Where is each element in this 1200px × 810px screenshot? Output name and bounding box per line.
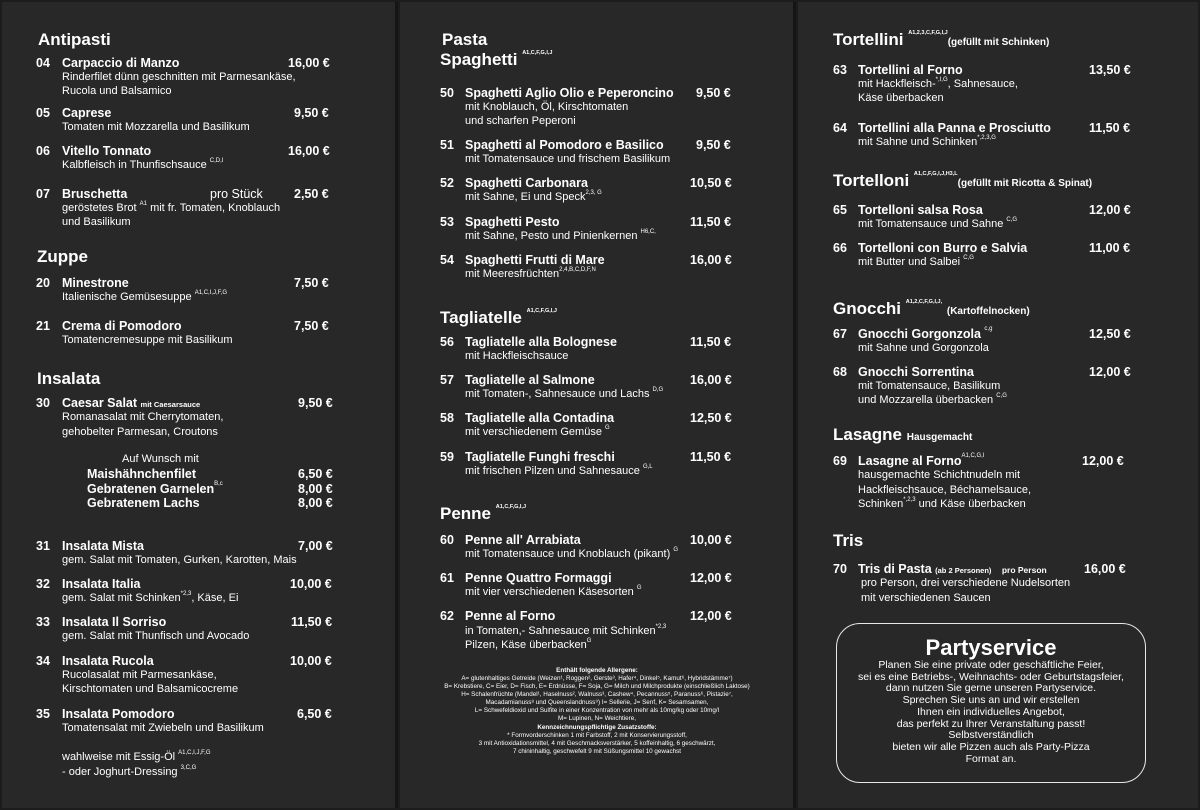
item-description: und Basilikum (62, 216, 131, 228)
item-description: Hackfleischsauce, Béchamelsauce, (858, 484, 1032, 496)
extra-price: 6,50 € (298, 467, 333, 481)
item-name: Insalata Il Sorriso (62, 615, 167, 629)
item-name: Spaghetti al Pomodoro e Basilico (465, 138, 664, 152)
extras-label: Auf Wunsch mit (122, 453, 199, 465)
additives-title: Kennzeichnungspflichtige Zusatzstoffe: (537, 724, 657, 731)
item-description: mit Tomatensauce und Sahne $^{C,G}$ (858, 217, 1018, 230)
allergen-line: Macadamianuss⁸ und Queenslandnuss⁹) I= Sellerie, J= Senf, K= Sesamsamen, (485, 699, 709, 706)
item-description: Romanasalat mit Cherrytomaten, (62, 411, 224, 423)
item-name: Tortellini al Forno (858, 63, 963, 77)
section-heading-insalata: Insalata (37, 369, 101, 388)
item-price: 12,00 € (1089, 203, 1131, 217)
item-description: Pilzen, Käse überbacken$^G$ (465, 638, 592, 651)
item-description: Schinken$^{*,2,3}$ und Käse überbacken (858, 497, 1026, 510)
item-description: mit vier verschiedenen Käsesorten $^G$ (465, 585, 642, 598)
item-name: Lasagne al Forno$^{A1,C,G,I}$ (858, 453, 985, 468)
item-name: Gnocchi Sorrentina (858, 365, 974, 379)
dressing-option: wahlweise mit Essig-Öl $^{A1,C,I,J,F,G}$ (62, 750, 211, 763)
item-number: 35 (36, 707, 50, 721)
item-description: Rucolasalat mit Parmesankäse, (62, 669, 217, 681)
extra-name: Gebratenem Lachs (87, 496, 200, 510)
item-description: gem. Salat mit Tomaten, Gurken, Karotten, Mais (62, 554, 297, 566)
item-name: Penne Quattro Formaggi (465, 571, 612, 585)
section-heading-antipasti: Antipasti (38, 30, 111, 49)
item-description: mit Sahne und Schinken$^{*,2,3,G}$ (858, 135, 996, 148)
item-price: 12,00 € (1089, 365, 1131, 379)
item-name: Tortellini alla Panna e Prosciutto (858, 121, 1051, 135)
item-number: 04 (36, 56, 50, 70)
item-number: 32 (36, 577, 50, 591)
item-name: Caesar Salat mit Caesarsauce (62, 396, 201, 410)
item-description: Italienische Gemüsesuppe $^{A1,C,I,J,F,G}$ (62, 290, 228, 303)
item-number: 31 (36, 539, 50, 553)
item-name: Spaghetti Carbonara (465, 176, 588, 190)
item-price: 16,00 € (690, 253, 732, 267)
partyservice-line: Planen Sie eine private oder geschäftliche Feier, (878, 659, 1104, 671)
item-description: Kirschtomaten und Balsamicocreme (62, 683, 239, 695)
item-number: 57 (440, 373, 454, 387)
item-number: 50 (440, 86, 454, 100)
item-description: mit Sahne, Pesto und Pinienkernen $^{H6,C,}$ (465, 229, 656, 242)
item-description: Rucola und Balsamico (62, 85, 172, 97)
section-heading-tagliatelle: Tagliatelle $^{A1,C,F,G,I,J}$ (440, 308, 557, 327)
item-number: 06 (36, 144, 50, 158)
item-name: Spaghetti Frutti di Mare (465, 253, 605, 267)
item-number: 34 (36, 654, 50, 668)
item-number: 07 (36, 187, 50, 201)
item-description: mit verschiedenem Gemüse $^G$ (465, 425, 610, 438)
allergen-title: Enthält folgende Allergene: (556, 667, 638, 674)
item-price: 12,00 € (690, 609, 732, 623)
item-price: 10,50 € (690, 176, 732, 190)
item-price: 7,50 € (294, 276, 329, 290)
extra-name: Maishähnchenfilet (87, 467, 197, 481)
item-name: Tagliatelle Funghi freschi (465, 450, 615, 464)
item-name: Carpaccio di Manzo (62, 56, 180, 70)
item-price: 2,50 € (294, 187, 329, 201)
item-price: 7,00 € (298, 539, 333, 553)
allergen-line: A= glutenhaltiges Getreide (Weizen¹, Roggen², Gerste³, Hafer⁴, Dinkel⁵, Kamut⁶, Hybridstämme⁷) (461, 675, 733, 682)
item-description: Tomatensalat mit Zwiebeln und Basilikum (62, 722, 264, 734)
item-description: mit Tomatensauce und Knoblauch (pikant) $^G$ (465, 547, 678, 560)
item-number: 60 (440, 533, 454, 547)
item-name: Spaghetti Pesto (465, 215, 560, 229)
item-number: 20 (36, 276, 50, 290)
section-heading-tris: Tris (833, 531, 864, 550)
item-description: mit Tomaten-, Sahnesauce und Lachs $^{D,G}$ (465, 387, 664, 400)
item-description: mit Sahne, Ei und Speck$^{2,3, G}$ (465, 190, 602, 203)
item-price: 9,50 € (298, 396, 333, 410)
item-number: 51 (440, 138, 454, 152)
item-number: 62 (440, 609, 454, 623)
item-description: pro Person, drei verschiedene Nudelsorten (861, 577, 1071, 589)
item-description: und Mozzarella überbacken $^{C,G}$ (858, 393, 1007, 406)
section-heading-spaghetti: Spaghetti $^{A1,C,F,G,I,J}$ (440, 50, 553, 69)
item-number: 56 (440, 335, 454, 349)
item-name: Minestrone (62, 276, 129, 290)
item-name: Penne al Forno (465, 609, 556, 623)
item-description: in Tomaten,- Sahnesauce mit Schinken$^{*2,3}$ (465, 624, 667, 637)
item-description: Rinderfilet dünn geschnitten mit Parmesankäse, (62, 71, 296, 83)
item-price: 16,00 € (288, 56, 330, 70)
item-number: 61 (440, 571, 454, 585)
partyservice-line: bieten wir alle Pizzen auch als Party-Pizza (892, 740, 1090, 753)
item-number: 54 (440, 253, 454, 267)
item-name: Tortelloni con Burro e Salvia (858, 241, 1028, 255)
partyservice-title: Partyservice (925, 635, 1057, 660)
item-price: 16,00 € (690, 373, 732, 387)
item-price: 12,00 € (690, 571, 732, 585)
item-description: und scharfen Peperoni (465, 115, 576, 127)
item-price: 10,00 € (690, 533, 732, 547)
item-number: 33 (36, 615, 50, 629)
item-price: 9,50 € (696, 138, 731, 152)
allergen-line: M= Lupinen, N= Weichtiere, (558, 715, 636, 722)
partyservice-box (836, 623, 1146, 783)
item-description: Kalbfleisch in Thunfischsauce $^{C,D,I}$ (62, 158, 224, 171)
item-number: 68 (833, 365, 847, 379)
item-name: Insalata Rucola (62, 654, 154, 668)
item-price: 16,00 € (288, 144, 330, 158)
item-price: 13,50 € (1089, 63, 1131, 77)
item-name: Bruschetta (62, 187, 128, 201)
item-number: 66 (833, 241, 847, 255)
item-price: 9,50 € (294, 106, 329, 120)
item-description: Tomatencremesuppe mit Basilikum (62, 334, 233, 346)
partyservice-line: sei es eine Betriebs-, Weihnachts- oder Geburtstagsfeier, (858, 670, 1124, 683)
item-description: hausgemachte Schichtnudeln mit (858, 469, 1021, 481)
item-number: 53 (440, 215, 454, 229)
item-description: gem. Salat mit Schinken$^{*2,3}$, Käse, Ei (62, 591, 239, 604)
item-name: Tagliatelle alla Bolognese (465, 335, 617, 349)
section-heading-zuppe: Zuppe (37, 247, 88, 266)
item-description: mit Butter und Salbei $^{C,G}$ (858, 255, 974, 268)
dressing-option: - oder Joghurt-Dressing $^{3,C,G}$ (62, 765, 197, 778)
item-number: 67 (833, 327, 847, 341)
item-number: 30 (36, 396, 50, 410)
item-name: Insalata Pomodoro (62, 707, 175, 721)
item-description: Tomaten mit Mozzarella und Basilikum (62, 121, 250, 133)
item-number: 63 (833, 63, 847, 77)
item-name: Insalata Mista (62, 539, 144, 553)
item-description: geröstetes Brot $^{A1}$ mit fr. Tomaten, Knoblauch (62, 201, 281, 214)
partyservice-line: Ihnen ein individuelles Angebot, (917, 705, 1065, 718)
item-price: 7,50 € (294, 319, 329, 333)
section-heading-gnocchi: Gnocchi $^{A1,2,C,F,G,I,J,}$ (Kartoffelnocken) (833, 299, 1030, 318)
item-name: Crema di Pomodoro (62, 319, 182, 333)
item-description: mit Hackfleisch-$^{*,I,G}$, Sahnesauce, (858, 77, 1018, 90)
section-heading-tortelloni: Tortelloni $^{A1,C,F,G,I,J,H3,L}$(gefüllt mit Ricotta & Spinat) (833, 171, 1093, 190)
item-number: 05 (36, 106, 50, 120)
section-heading-lasagne: Lasagne Hausgemacht (833, 425, 973, 444)
item-number: 70 (833, 562, 847, 576)
allergen-line: L= Schwefeldioxid und Sulfite in einer Konzentration von mehr als 10mg/kg oder 10mg/l (474, 707, 720, 714)
item-number: 65 (833, 203, 847, 217)
partyservice-line: Sprechen Sie uns an und wir erstellen (902, 694, 1080, 707)
extra-price: 8,00 € (298, 496, 333, 510)
item-price: 12,50 € (1089, 327, 1131, 341)
item-price: 11,50 € (291, 615, 333, 629)
item-description: gem. Salat mit Thunfisch und Avocado (62, 630, 250, 642)
item-name: Tris di Pasta (ab 2 Personen) pro Person (858, 562, 1047, 576)
item-number: 64 (833, 121, 847, 135)
item-description: mit frischen Pilzen und Sahnesauce $^{G,L}$ (465, 464, 653, 477)
item-description: gehobelter Parmesan, Croutons (62, 426, 218, 438)
partyservice-line: dann nutzen Sie gerne unseren Partyservice. (885, 682, 1097, 695)
item-description: mit Meeresfrüchten$^{2,4,B,C,D,F,N}$ (465, 267, 596, 280)
item-unit: pro Stück (210, 187, 263, 201)
item-price: 6,50 € (297, 707, 332, 721)
item-price: 11,50 € (690, 335, 732, 349)
allergen-line: H= Schalenfrüchte (Mandel¹, Haselnuss², Walnuss³, Cashew⁴, Pecannuss⁵, Paranuss⁶, Pistazie⁷, (461, 691, 733, 698)
item-number: 21 (36, 319, 50, 333)
item-price: 12,00 € (1082, 454, 1124, 468)
item-description: mit Knoblauch, Öl, Kirschtomaten (465, 101, 629, 113)
section-heading-tortellini: Tortellini $^{A1,2,3,C,F,G,I,J}$(gefüllt mit Schinken) (833, 30, 1050, 49)
item-price: 11,00 € (1089, 241, 1131, 255)
extra-name: Gebratenen Garnelen$^{B,c}$ (87, 481, 223, 496)
item-description: mit Tomatensauce, Basilikum (858, 380, 1001, 392)
item-description: Käse überbacken (858, 92, 944, 104)
item-price: 10,00 € (290, 654, 332, 668)
item-price: 11,50 € (690, 450, 732, 464)
item-name: Tagliatelle al Salmone (465, 373, 595, 387)
item-number: 59 (440, 450, 454, 464)
extra-price: 8,00 € (298, 482, 333, 496)
allergen-line: B= Krebstiere, C= Eier, D= Fisch, E= Erdnüsse, F= Soja, G= Milch und Milchprodukte (einschließlich Laktose) (444, 683, 750, 690)
partyservice-line: Selbstverständlich (948, 729, 1034, 742)
item-name: Insalata Italia (62, 577, 141, 591)
item-name: Tortelloni salsa Rosa (858, 203, 983, 217)
item-price: 9,50 € (696, 86, 731, 100)
allergen-line: 7 chininhaltig, geschwefelt 9 mit Süßungsmittel 10 gewachst (512, 748, 681, 755)
item-price: 11,50 € (690, 215, 732, 229)
item-name: Spaghetti Aglio Olio e Peperoncino (465, 86, 674, 100)
allergen-line: 3 mit Antioxidationsmittel, 4 mit Geschmacksverstärker, 5 koffeinhaltig, 6 geschwärzt, (478, 740, 716, 747)
item-price: 12,50 € (690, 411, 732, 425)
item-price: 11,50 € (1089, 121, 1131, 135)
item-price: 16,00 € (1084, 562, 1126, 576)
item-name: Tagliatelle alla Contadina (465, 411, 615, 425)
item-name: Caprese (62, 106, 112, 120)
item-name: Penne all' Arrabiata (465, 533, 581, 547)
item-description: mit Sahne und Gorgonzola (858, 342, 989, 354)
item-description: mit verschiedenen Saucen (861, 592, 991, 604)
partyservice-line: Format an. (965, 752, 1017, 765)
item-name: Gnocchi Gorgonzola $^{c,g}$ (858, 326, 993, 341)
section-heading-penne: Penne $^{A1,C,F,G,I,J}$ (440, 504, 527, 523)
item-number: 58 (440, 411, 454, 425)
item-number: 52 (440, 176, 454, 190)
allergen-line: * Formvorderschinken 1 mit Farbstoff, 2 mit Konservierungsstoff, (507, 732, 687, 739)
item-number: 69 (833, 454, 847, 468)
item-name: Vitello Tonnato (62, 144, 152, 158)
section-heading-pasta: Pasta (442, 30, 488, 49)
partyservice-line: das perfekt zu Ihrer Veranstaltung passt! (896, 717, 1086, 730)
item-price: 10,00 € (290, 577, 332, 591)
item-description: mit Hackfleischsauce (465, 350, 569, 362)
item-description: mit Tomatensauce und frischem Basilikum (465, 153, 671, 165)
